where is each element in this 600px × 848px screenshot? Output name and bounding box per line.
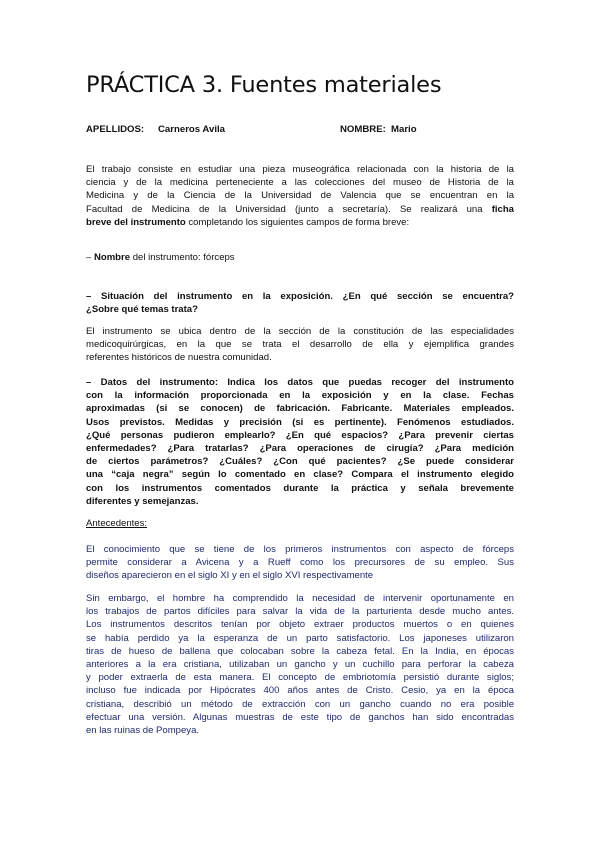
situacion-answer: El instrumento se ubica dentro de la sección de la constitución de las especialidades medicoquirúrgicas, en la que se trata el desarrollo de ella y ejemplifica grandes referentes históricos de nuestra comunidad.	[86, 326, 514, 364]
intro-line: breve del instrumento completando los siguientes campos de forma breve:	[86, 216, 410, 228]
intro-paragraph	[86, 163, 514, 229]
antecedentes-paragraph-2: Sin embargo, el hombre ha comprendido la necesidad de intervenir oportunamente en los trabajos de partos difíciles para salvar la vida de la parturienta desde mucho antes. Los instrumentos descritos tenían por objeto extraer productos muertos o en quienes se había perdido ya la esperanza de un parto satisfactorio. Los japoneses utilizaron tiras de hueso de ballena que colocaban sobre la cabeza fetal. En la India, en épocas anteriores a la era cristiana, utilizaban un gancho y un cuchillo para perforar la cabeza y poder extraerla de esta manera. El concepto de embriotomía persistió durante siglos; incluso fue indicada por Hipócrates 400 años antes de Cristo. Cesio, ya en la época cristiana, describió un método de extracción con un gancho cuando no era posible efectuar una versión. Algunas muestras de este tipo de ganchos han sido encontradas en las ruinas de Pompeya.	[86, 593, 514, 736]
intro-line: Medicina y de la Ciencia de la Universidad de Valencia que se encuentran en la	[86, 190, 514, 202]
nombre-value: Mario	[391, 124, 417, 135]
antecedentes-paragraph-1: El conocimiento que se tiene de los primeros instrumentos con aspecto de fórceps permite considerar a Avicena y a Rueff como los precursores de su empleo. Sus diseños aparecieron en el siglo XI y en el siglo XVI respectivamente	[86, 544, 514, 582]
page-title: PRÁCTICA 3. Fuentes materiales	[86, 72, 442, 98]
antecedentes-heading: Antecedentes:	[86, 518, 148, 529]
datos-question: – Datos del instrumento: Indica los datos que puedas recoger del instrumento con la información proporcionada en la exposición y en la clase. Fechas aproximadas (si se conocen) de fabricación. Fabricante. Materiales empleados. Usos previstos. Medidas y precisión (si es pertinente). Fenómenos estudiados. ¿Qué personas pudieron emplearlo? ¿En qué espacios? ¿Para prevenir ciertas enfermedades? ¿Para tratarlas? ¿Para operaciones de cirugía? ¿Para medición de ciertos parámetros? ¿Cuáles? ¿Con qué pacientes? ¿Se puede considerar una “caja negra” según lo comentado en clase? Compara el instrumento elegido con los instrumentos comentados durante la práctica y señala brevemente diferentes y semejanzas.	[86, 377, 514, 507]
instrument-name-field: – Nombre del instrumento: fórceps	[86, 252, 235, 263]
intro-line: ciencia y de la medicina perteneciente a las colecciones del museo de Historia de la	[86, 177, 514, 189]
nombre-label: NOMBRE:	[340, 124, 386, 135]
apellidos-label: APELLIDOS:	[86, 124, 145, 135]
intro-line: Facultad de Medicina de la Universidad (junto a secretaría). Se realizará una ficha	[86, 203, 514, 215]
intro-line: El trabajo consiste en estudiar una pieza museográfica relacionada con la historia de la	[86, 164, 514, 175]
apellidos-value: Carneros Avila	[158, 124, 226, 135]
situacion-question: – Situación del instrumento en la exposición. ¿En qué sección se encuentra? ¿Sobre qué temas trata?	[86, 291, 514, 316]
